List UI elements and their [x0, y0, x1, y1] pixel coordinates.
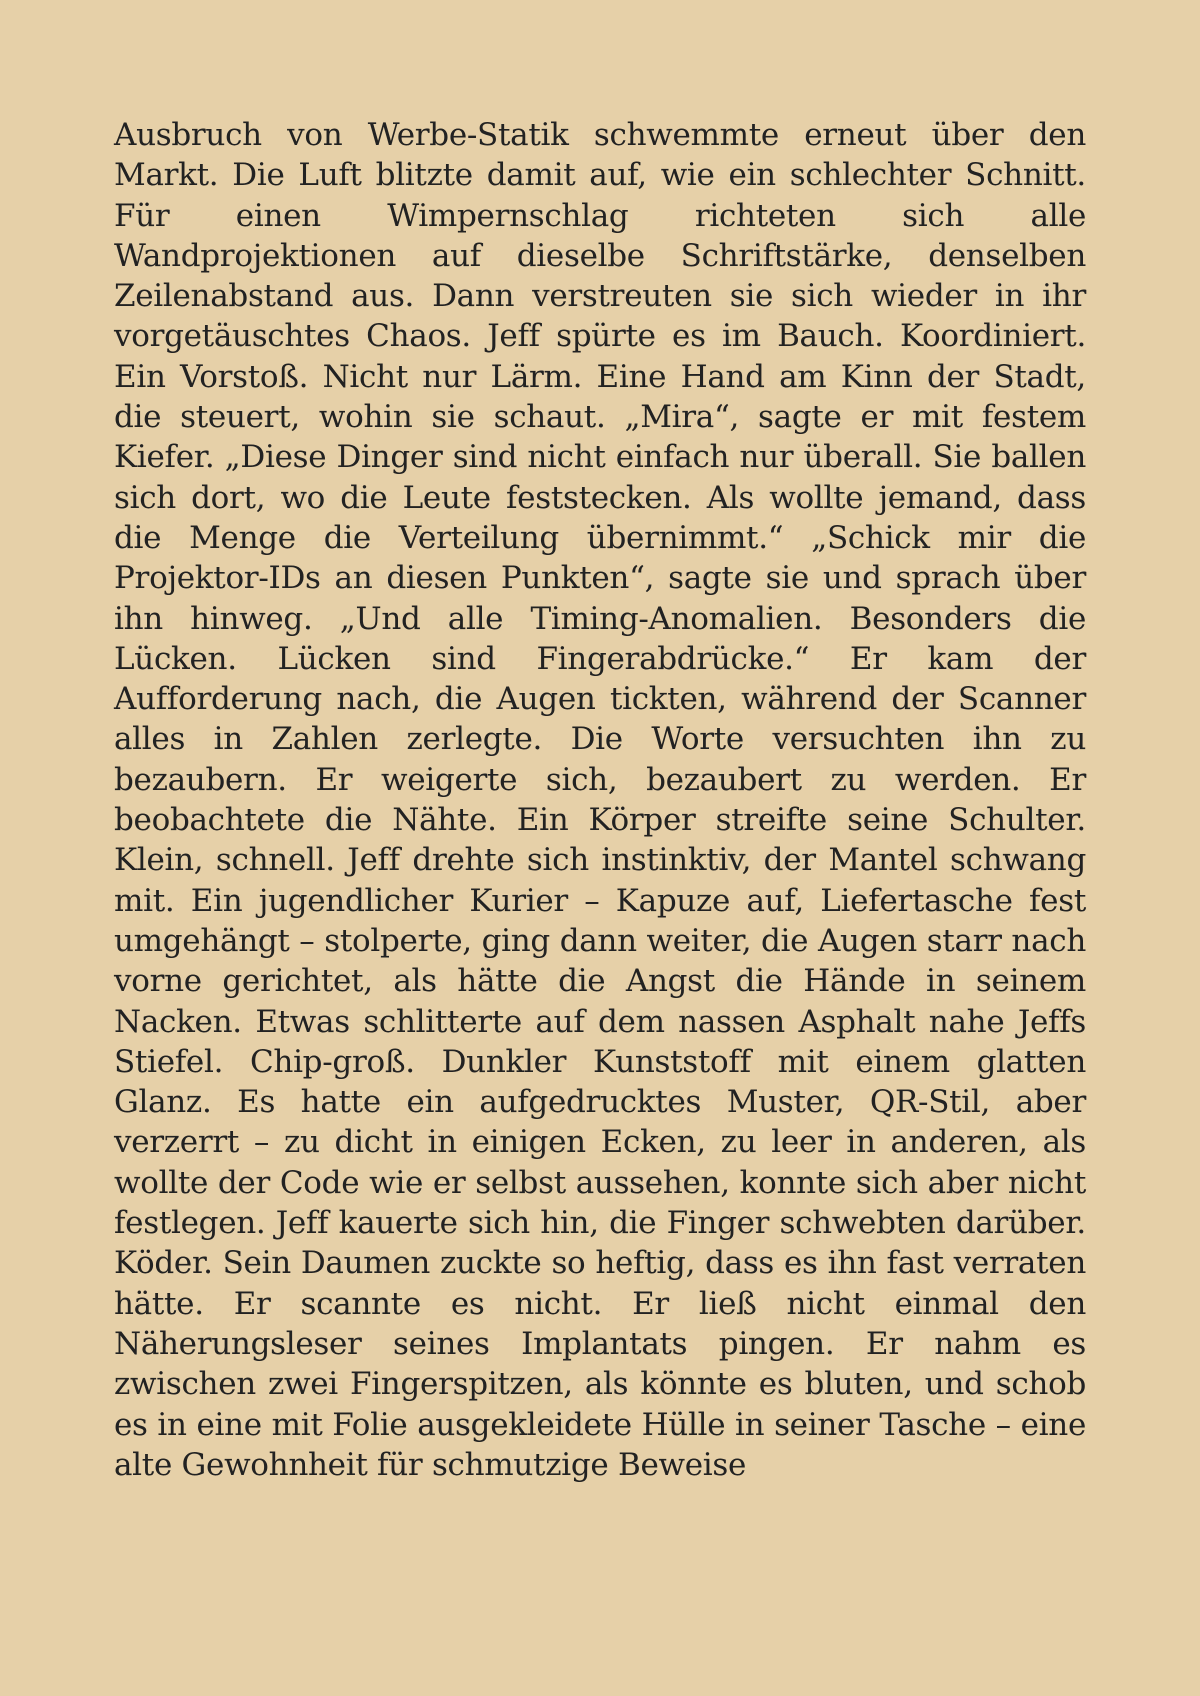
book-page	[114, 115, 1086, 1595]
body-paragraph: Ausbruch von Werbe-Statik schwemmte erneut über den Markt. Die Luft blitzte damit auf, wie ein schlechter Schnitt. Für einen Wimpernschlag richteten sich alle Wandprojektionen auf dieselbe Schriftstärke, denselben Zeilenabstand aus. Dann verstreuten sie sich wieder in ihr vorgetäuschtes Chaos. Jeff spürte es im Bauch. Koordiniert. Ein Vorstoß. Nicht nur Lärm. Eine Hand am Kinn der Stadt, die steuert, wohin sie schaut. „Mira“, sagte er mit festem Kiefer. „Diese Dinger sind nicht einfach nur überall. Sie ballen sich dort, wo die Leute feststecken. Als wollte jemand, dass die Menge die Verteilung übernimmt.“ „Schick mir die Projektor-IDs an diesen Punkten“, sagte sie und sprach über ihn hinweg. „Und alle Timing-Anomalien. Besonders die Lücken. Lücken sind Fingerabdrücke.“ Er kam der Aufforderung nach, die Augen tickten, während der Scanner alles in Zahlen zerlegte. Die Worte versuchten ihn zu bezaubern. Er weigerte sich, bezaubert zu werden. Er beobachtete die Nähte. Ein Körper streifte seine Schulter. Klein, schnell. Jeff drehte sich instinktiv, der Mantel schwang mit. Ein jugendlicher Kurier – Kapuze auf, Liefertasche fest umgehängt – stolperte, ging dann weiter, die Augen starr nach vorne gerichtet, als hätte die Angst die Hände in seinem Nacken. Etwas schlitterte auf dem nassen Asphalt nahe Jeffs Stiefel. Chip-groß. Dunkler Kunststoff mit einem glatten Glanz. Es hatte ein aufgedrucktes Muster, QR-Stil, aber verzerrt – zu dicht in einigen Ecken, zu leer in anderen, als wollte der Code wie er selbst aussehen, konnte sich aber nicht festlegen. Jeff kauerte sich hin, die Finger schwebten darüber. Köder. Sein Daumen zuckte so heftig, dass es ihn fast verraten hätte. Er scannte es nicht. Er ließ nicht einmal den Näherungsleser seines Implantats pingen. Er nahm es zwischen zwei Fingerspitzen, als könnte es bluten, und schob es in eine mit Folie ausgekleidete Hülle in seiner Tasche – eine alte Gewohnheit für schmutzige Beweise	[114, 117, 1086, 1483]
